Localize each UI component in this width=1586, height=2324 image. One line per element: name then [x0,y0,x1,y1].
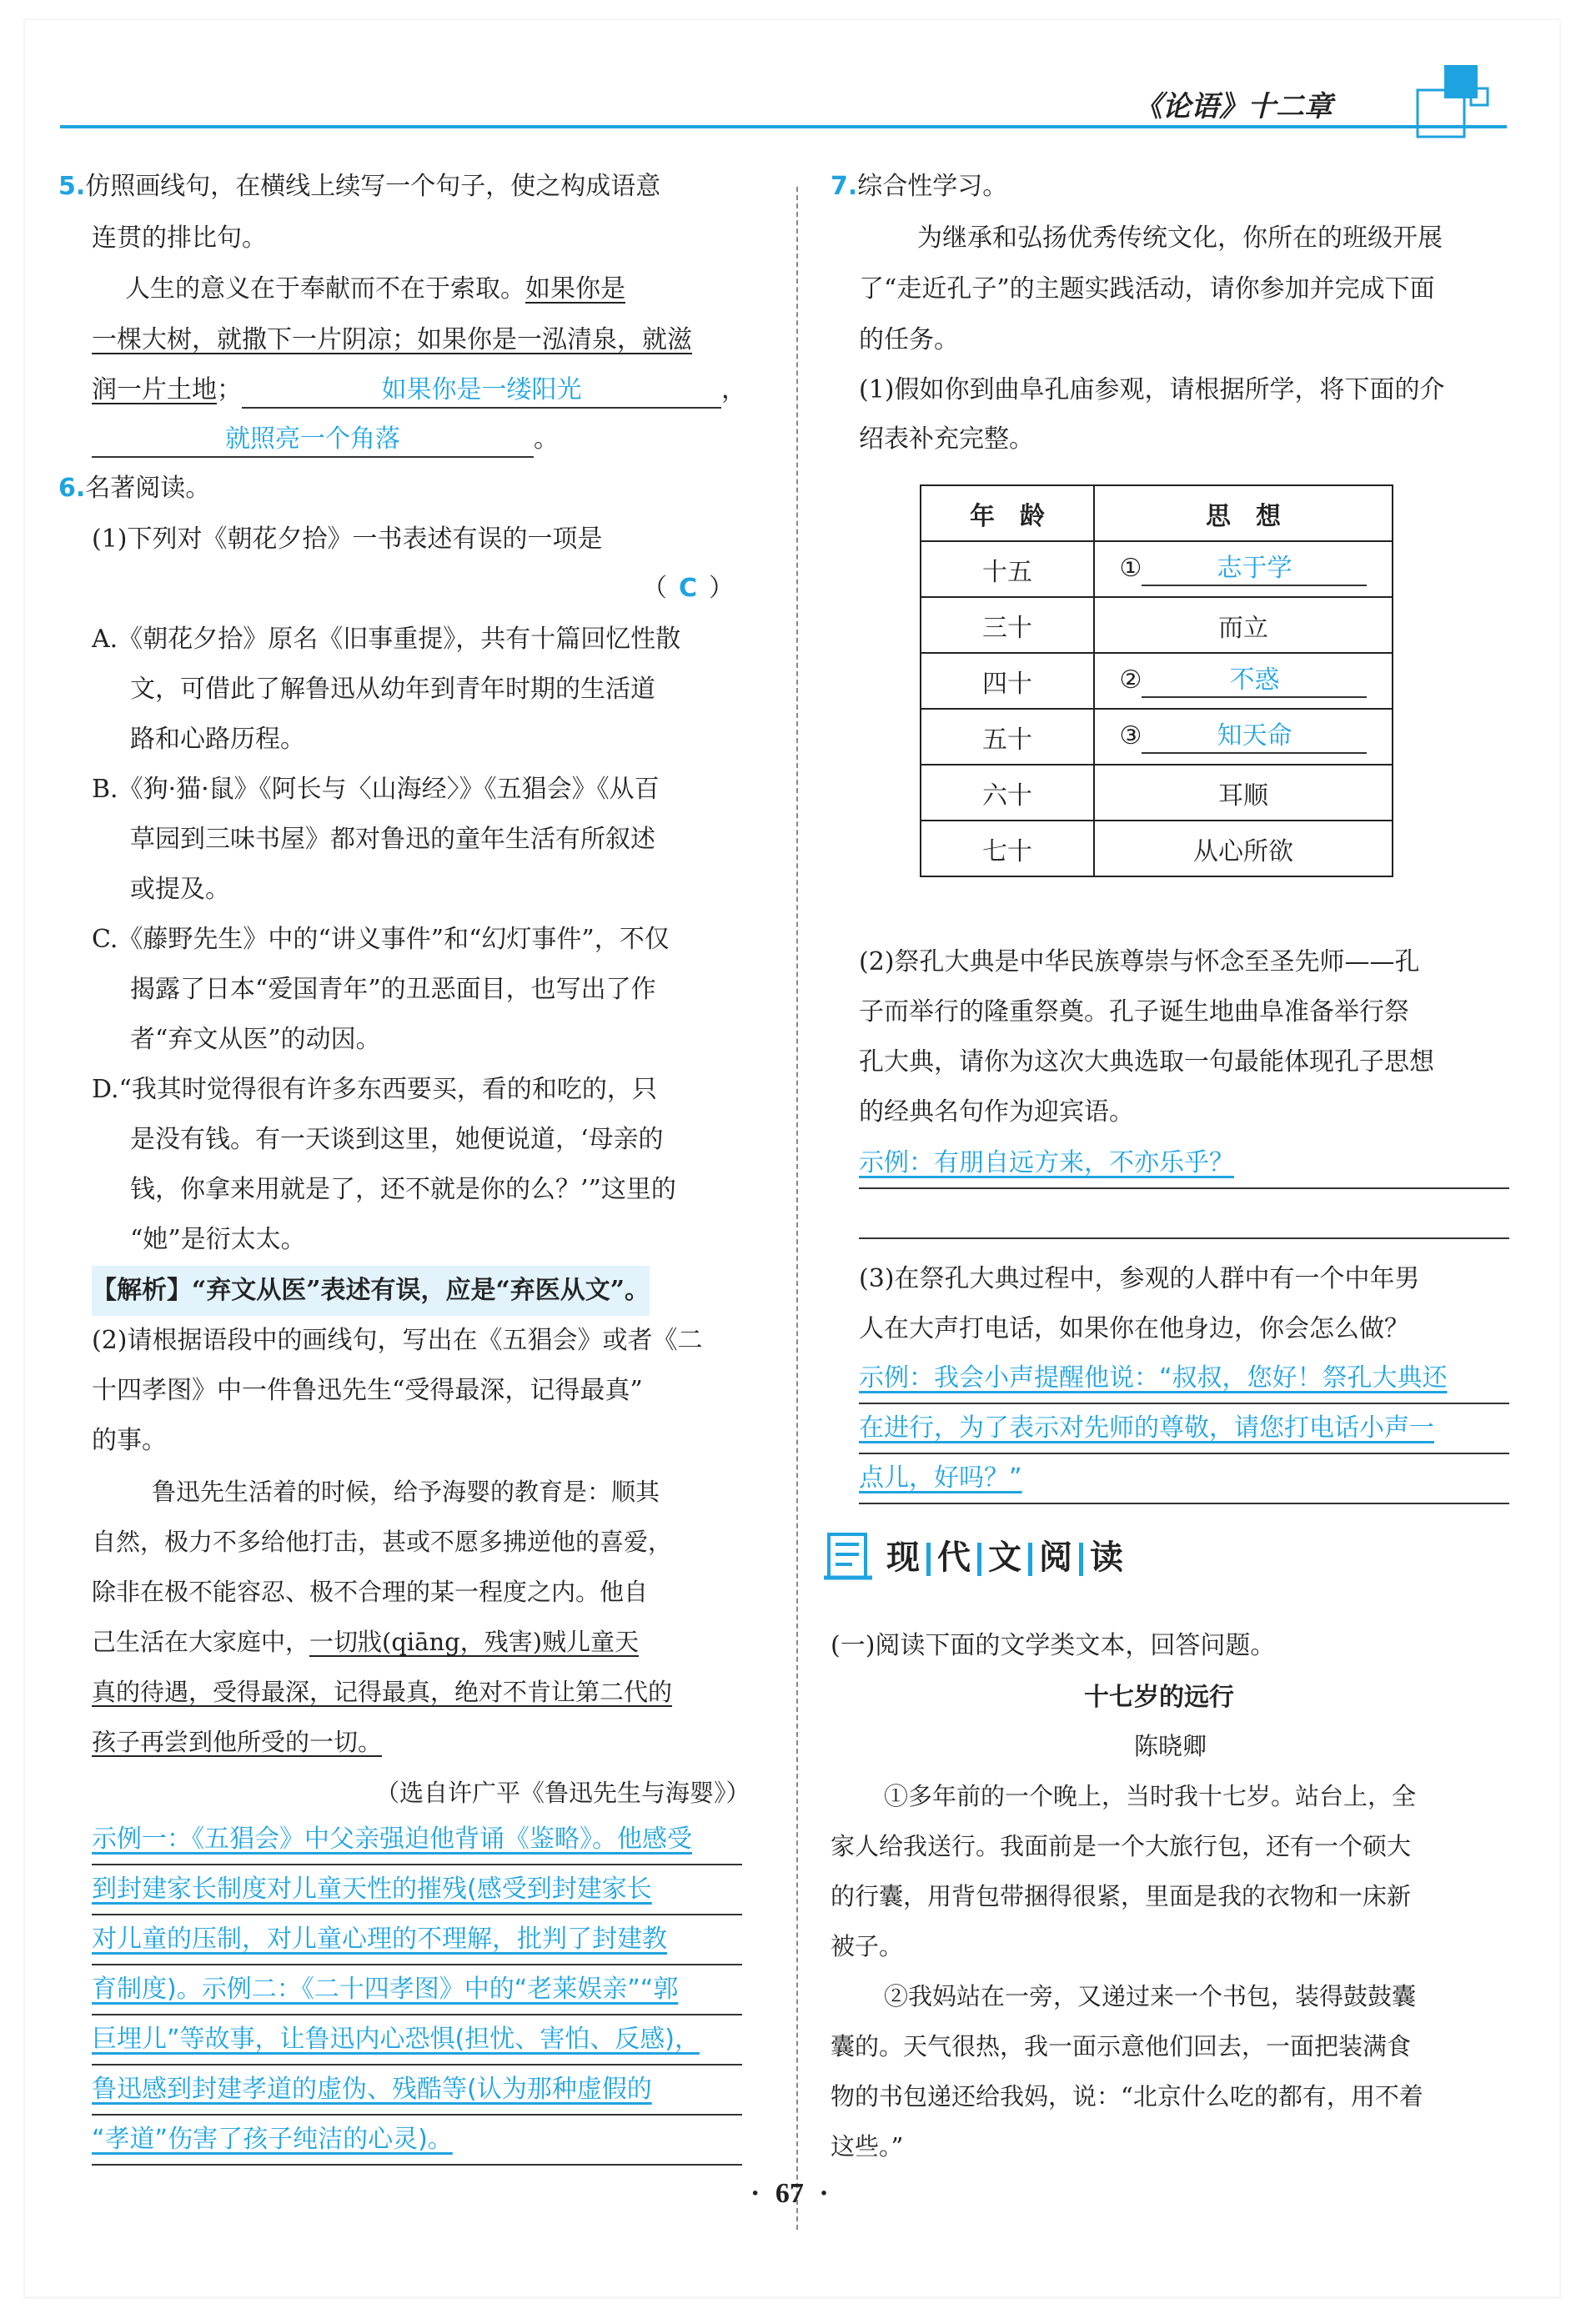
q6-option-c-line2: 揭露了日本“爱国青年”的丑恶面目，也写出了作 [130,975,656,1004]
thought-cell: 从心所欲 [1094,821,1393,876]
thought-cell: 而立 [1094,597,1393,653]
corner-squares-icon [1393,60,1493,143]
q7-sub2-prompt: (2)祭孔大典是中华民族尊崇与怀念至圣先师——孔 [859,947,1420,976]
q7-intro-line1: 为继承和弘扬优秀传统文化，你所在的班级开展 [917,223,1443,253]
age-cell: 十五 [921,541,1094,597]
q7-sub2-prompt-line2: 子而举行的隆重祭奠。孔子诞生地曲阜准备举行祭 [859,997,1409,1026]
section-title-char: 阅 [1039,1538,1072,1577]
q6-passage-line4 [92,1617,639,1667]
q6-option-c: C.《藤野先生》中的“讲义事件”和“幻灯事件”，不仅 [92,925,670,954]
q6-option-b-line3: 或提及。 [130,875,230,904]
q6-passage-source: （选自许广平《鲁迅先生与海婴》） [375,1779,750,1807]
header-rule [60,125,1507,128]
q6-option-a-line3: 路和心路历程。 [130,725,305,754]
answer-text: 示例一：《五猖会》中父亲强迫他背诵《鉴略》。他感受 [92,1825,692,1854]
age-cell: 四十 [921,653,1094,709]
q7-sub2-answer: 示例：有朋自远方来，不亦乐乎？ [859,1148,1234,1177]
section-title-char: 读 [1090,1538,1123,1577]
age-cell: 五十 [921,709,1094,765]
section-title-char: 现 [886,1538,920,1577]
age-cell: 三十 [921,597,1094,653]
page-number: 67 [775,2178,804,2209]
q6-option-d: D.“我其时觉得很有许多东西要买，看的和吃的，只 [92,1075,657,1104]
q6-option-b-line2: 草园到三味书屋》都对鲁迅的童年生活有所叙述 [130,825,655,854]
page-footer [750,2178,829,2210]
analysis-text: “弃文从医”表述有误，应是“弃医从文”。 [192,1276,650,1305]
q6-analysis [92,1266,650,1316]
paren-close: ） [709,574,735,603]
passage-4b-underlined: 一切戕(qiāng，残害)贼儿童天 [309,1628,640,1656]
q5-prompt-line1 [58,162,660,212]
q5-answer-blank-1[interactable] [242,374,721,409]
q5-answer-blank-2[interactable] [92,423,534,458]
answer-line[interactable] [92,1815,742,1865]
q5-underlined-1: 如果你是 [525,274,625,304]
blank-marker: ③ [1119,720,1142,750]
answer-line[interactable] [859,1354,1509,1404]
chapter-title: 《论语》十二章 [1134,90,1333,123]
textbook-page [25,20,1559,2296]
q5-number: 5. [58,172,86,201]
table-row [921,765,1393,821]
answer-line[interactable] [859,1454,1509,1504]
thought-cell[interactable] [1094,653,1393,709]
footer-dot-left: · [750,2178,760,2209]
table-header-row [921,485,1393,541]
passage-4a: 己生活在大家庭中， [92,1628,310,1656]
q5-prompt-text: 仿照画线句，在横线上续写一个句子，使之构成语意 [85,172,661,201]
story-p2-line1: ②我妈站在一旁，又递过来一个书包，装得鼓鼓囊 [884,1982,1417,2010]
q7-sub2-prompt-line3: 孔大典，请你为这次大典选取一句最能体现孔子思想 [859,1047,1434,1077]
q6-sub2-prompt-line3: 的事。 [92,1426,167,1455]
q6-option-d-line2: 是没有钱。有一天谈到这里，她便说道，‘母亲的 [130,1125,664,1154]
table-row [921,709,1393,765]
q6-passage-line5: 真的待遇，受得最深，记得最真，绝对不肯让第二代的 [92,1678,673,1706]
q5-underlined-2: 一棵大树，就撒下一片阴凉；如果你是一泓清泉，就滋 [92,325,692,354]
answer-line[interactable] [92,1865,742,1915]
q5-text-1: 人生的意义在于奉献而不在于索取。 [125,274,525,304]
q7-sub3-prompt: (3)在祭孔大典过程中，参观的人群中有一个中年男 [859,1264,1420,1293]
q5-underlined-3: 润一片土地 [92,375,217,404]
answer-line[interactable] [92,2116,742,2166]
blank-marker: ② [1119,665,1142,695]
q6-title-line [58,464,210,514]
thought-answer: 不惑 [1142,665,1367,698]
q5-text-line4 [92,414,559,464]
answer-text: 点儿，好吗？” [859,1463,1022,1493]
blank-marker: ① [1119,553,1142,583]
q5-period: 。 [534,424,559,454]
q6-sub1-prompt: (1)下列对《朝花夕拾》一书表述有误的一项是 [92,525,603,554]
story-p1-line1: ①多年前的一个晚上，当时我十七岁。站台上，全 [884,1782,1417,1810]
answer-text: 到封建家长制度对儿童天性的摧残(感受到封建家长 [92,1875,652,1904]
header-thought: 思 想 [1094,485,1393,541]
thought-answer: 志于学 [1142,553,1367,586]
story-p2-line3: 物的书包递还给我妈，说：“北京什么吃的都有，用不着 [831,2082,1423,2111]
table-row [921,653,1393,709]
story-p1-line2: 家人给我送行。我面前是一个大旅行包，还有一个硕大 [831,1832,1412,1860]
q6-sub2-prompt-line2: 十四孝图》中一件鲁迅先生“受得最深，记得最真” [92,1376,643,1405]
story-title: 十七岁的远行 [1084,1683,1234,1712]
q5-comma: ， [721,375,746,404]
answer-text: 鲁迅感到封建孝道的虚伪、残酷等(认为那种虚假的 [92,2075,652,2104]
story-author: 陈晓卿 [1134,1732,1207,1760]
paren-open: （ [642,574,667,603]
q5-text-line1 [125,264,625,314]
q7-title-line [831,162,1007,212]
section-title [880,1531,1130,1579]
table-row [921,541,1393,597]
answer-text: “孝道”伤害了孩子纯洁的心灵)。 [92,2125,453,2154]
q6-number: 6. [58,474,86,503]
story-p2-line2: 囊的。天气很热，我一面示意他们回去，一面把装满食 [831,2032,1412,2060]
q7-intro-line2: 了“走近孔子”的主题实践活动，请你参加并完成下面 [859,274,1435,304]
analysis-label: 【解析】 [92,1276,192,1305]
answer-text: 在进行，为了表示对先师的尊敬，请您打电话小声一 [859,1413,1434,1443]
q7-sub2-prompt-line4: 的经典名句作为迎宾语。 [859,1097,1134,1127]
age-cell: 七十 [921,821,1094,876]
q5-answer-2: 就照亮一个角落 [225,424,400,454]
q7-sub1-prompt-line2: 绍表补充完整。 [859,424,1034,454]
answer-text: 育制度)。示例二：《二十四孝图》中的“老莱娱亲”“郭 [92,1975,679,2004]
story-p1-line3: 的行囊，用背包带捆得很紧，里面是我的衣物和一床新 [831,1882,1412,1910]
q6-option-d-line4: “她”是衍太太。 [130,1225,306,1254]
q6-passage-line1: 鲁迅先生活着的时候，给予海婴的教育是：顺其 [152,1478,660,1506]
q6-sub2-prompt: (2)请根据语段中的画线句，写出在《五猖会》或者《二 [92,1326,703,1355]
q6-sub1-answer: C [679,574,698,603]
q6-passage-line2: 自然，极力不多给他打击，甚或不愿多拂逆他的喜爱， [92,1528,673,1556]
q7-sub1-prompt: (1)假如你到曲阜孔庙参观，请根据所学，将下面的介 [859,375,1445,404]
answer-text: 巨埋儿”等故事，让鲁迅内心恐惧(担忧、害怕、反感)， [92,2025,700,2054]
part-label: (一)阅读下面的文学类文本，回答问题。 [831,1631,1276,1660]
q6-sub1-answer-paren [642,564,734,614]
thought-answer: 知天命 [1142,720,1367,754]
q7-sub2-blank-line[interactable] [859,1189,1509,1239]
answer-line[interactable] [92,1965,742,2015]
q7-sub2-answer-line[interactable] [859,1139,1509,1189]
thought-cell[interactable] [1094,709,1393,765]
section-title-char: 文 [988,1538,1021,1577]
q5-answer-1: 如果你是一缕阳光 [381,375,582,404]
q7-title: 综合性学习。 [857,172,1008,201]
footer-dot-right: · [819,2178,829,2209]
story-p1-line4: 被子。 [831,1932,904,1960]
section-title-char: 代 [937,1538,971,1577]
q6-option-b: B.《狗·猫·鼠》《阿长与〈山海经〉》《五猖会》《从百 [92,775,660,804]
q6-passage-line3: 除非在极不能容忍、极不合理的某一程度之内。他自 [92,1578,649,1606]
story-p2-line4: 这些。” [831,2132,904,2161]
reading-section-icon [824,1531,876,1583]
table-row [921,597,1393,653]
age-cell: 六十 [921,765,1094,821]
answer-line[interactable] [92,2015,742,2065]
q6-title: 名著阅读。 [85,474,211,503]
age-thought-table [920,484,1393,877]
answer-text: 示例：我会小声提醒他说：“叔叔，您好！祭孔大典还 [859,1363,1448,1393]
q6-option-a: A.《朝花夕拾》原名《旧事重提》，共有十篇回忆性散 [92,625,681,654]
answer-line[interactable] [859,1404,1509,1454]
header-age: 年 龄 [921,485,1094,541]
q5-prompt-line2: 连贯的排比句。 [92,223,267,253]
answer-line[interactable] [92,2065,742,2116]
q5-semicolon: ； [217,375,242,404]
column-divider [796,187,798,2230]
thought-cell[interactable] [1094,541,1393,597]
answer-text: 对儿童的压制，对儿童心理的不理解，批判了封建教 [92,1925,667,1954]
q6-passage-line6: 孩子再尝到他所受的一切。 [92,1728,383,1756]
q6-option-a-line2: 文，可借此了解鲁迅从幼年到青年时期的生活道 [130,675,655,704]
q6-option-d-line3: 钱，你拿来用就是了，还不就是你的么？’”这里的 [130,1175,676,1204]
thought-cell: 耳顺 [1094,765,1393,821]
answer-line[interactable] [92,1915,742,1965]
q7-intro-line3: 的任务。 [859,325,959,354]
q7-sub3-prompt-line2: 人在大声打电话，如果你在他身边，你会怎么做？ [859,1314,1409,1343]
q5-text-line3 [92,365,746,415]
table-row [921,821,1393,876]
q7-number: 7. [831,172,858,201]
q6-option-c-line3: 者“弃文从医”的动因。 [130,1025,381,1054]
